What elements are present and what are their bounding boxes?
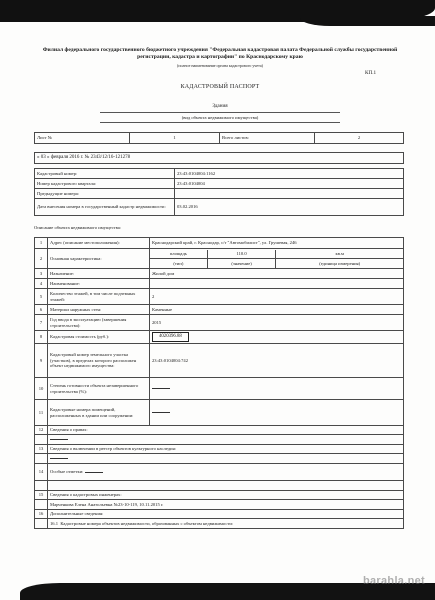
completion-degree-value — [150, 378, 404, 400]
row-number — [35, 519, 48, 529]
address-value: Краснодарский край, г. Краснодар, с/т "Автомобилист", ул. Грушевая, 246 — [150, 238, 404, 249]
purpose-value: Жилой дом — [150, 269, 404, 279]
additional-info-item — [48, 519, 404, 529]
row-number: 13 — [35, 445, 48, 454]
engineers-value: Марченкова Елена Анатольевна №23-10-119, 10.11.2015 г. — [48, 500, 404, 510]
row-number: 8 — [35, 331, 48, 344]
row-number: 4 — [35, 279, 48, 289]
row-number — [35, 500, 48, 510]
cadastral-quarter-label: Номер кадастрового квартала: — [35, 179, 175, 189]
form-code: КП.1 — [365, 70, 377, 76]
row-number — [35, 481, 48, 491]
special-marks-label: Особые отметки: — [50, 469, 84, 475]
row-number: 14 — [35, 464, 48, 481]
additional-item-number: 16.1 — [50, 520, 59, 526]
row-number: 16 — [35, 510, 48, 519]
row-number: 1 — [35, 238, 48, 249]
organization-note: (полное наименование органа кадастрового учета) — [176, 63, 264, 68]
organization-name: Филиал федерального государственного бюджетного учреждения "Федеральная кадастровая палата Федеральной службы государственной регистрации, кадастра и картографии" по Краснодарскому краю — [42, 47, 398, 61]
row-number: 15 — [35, 491, 48, 500]
additional-item-label: Кадастровые номера объектов недвижимости, образованных с объектом недвижимости: — [60, 520, 234, 526]
characteristic-unit-caption: (единица измерения) — [276, 259, 403, 268]
document-title: КАДАСТРОВЫЙ ПАСПОРТ — [180, 84, 260, 90]
special-marks-extra — [48, 481, 404, 491]
cadastral-value-box: 4020396.88 — [152, 332, 189, 341]
row-number: 7 — [35, 315, 48, 331]
description-section-label: Описание объекта недвижимого имущества: — [34, 225, 122, 230]
sheet-number: 1 — [130, 133, 220, 144]
additional-info-label: Дополнительные сведения: — [48, 510, 404, 519]
description-table — [34, 237, 404, 529]
premises-numbers-label: Кадастровые номера помещений, расположенных в здании или сооружении: — [48, 400, 150, 426]
object-type-note-rule — [100, 122, 340, 123]
cadastral-number-label: Кадастровый номер: — [35, 169, 175, 179]
empty-value-dash — [50, 458, 68, 459]
premises-numbers-value — [150, 400, 404, 426]
watermark-text: barahla.net — [363, 575, 425, 587]
heritage-label: Сведения о включении в реестр объектов культурного наследия: — [48, 445, 404, 454]
characteristic-value-caption: (значение) — [207, 259, 276, 268]
rights-info-label: Сведения о правах: — [48, 426, 404, 435]
empty-value-dash — [152, 412, 170, 413]
row-number: 12 — [35, 426, 48, 435]
object-type: Здания — [212, 103, 228, 109]
floors-label: Количество этажей, в том числе подземных этажей: — [48, 289, 150, 305]
entry-date-value: 03.02.2016 — [175, 199, 404, 216]
main-characteristic-label: Основная характеристика: — [48, 249, 150, 269]
row-number: 2 — [35, 249, 48, 269]
previous-numbers-value — [175, 189, 404, 199]
rights-info-value — [48, 435, 404, 445]
sheet-info-table — [34, 132, 404, 144]
cadastral-value-cell — [150, 331, 404, 344]
address-label: Адрес (описание местоположения): — [48, 238, 150, 249]
previous-numbers-label: Предыдущие номера: — [35, 189, 175, 199]
redaction-bar-top-right — [300, 16, 435, 26]
wall-material-value: Каменные — [150, 305, 404, 315]
passport-date-number: « 03 » февраля 2016 г. № 2343/12/16-121278 — [35, 153, 404, 164]
characteristic-grid — [150, 250, 403, 268]
cadastral-quarter-value: 23:43:0104004 — [175, 179, 404, 189]
land-plot-value: 23:43:0104004:742 — [150, 344, 404, 378]
row-number — [35, 435, 48, 445]
year-built-value: 2015 — [150, 315, 404, 331]
empty-value-dash — [152, 388, 170, 389]
heritage-value — [48, 454, 404, 464]
entry-date-label: Дата внесения номера в государственный кадастр недвижимости: — [35, 199, 175, 216]
row-number — [35, 454, 48, 464]
identifiers-table — [34, 168, 404, 216]
row-number: 9 — [35, 344, 48, 378]
floors-value: 2 — [150, 289, 404, 305]
row-number: 10 — [35, 378, 48, 400]
characteristic-type-caption: (тип) — [150, 259, 207, 268]
sheet-label: Лист № — [35, 133, 130, 144]
date-number-table — [34, 152, 404, 164]
name-value — [150, 279, 404, 289]
object-type-note: (вид объекта недвижимого имущества) — [181, 115, 259, 120]
row-number: 11 — [35, 400, 48, 426]
object-type-rule — [100, 112, 340, 113]
engineers-label: Сведения о кадастровых инженерах: — [48, 491, 404, 500]
main-characteristic-value — [150, 249, 404, 269]
completion-degree-label: Степень готовности объекта незавершенного строительства (%): — [48, 378, 150, 400]
sheet-total-label: Всего листов: — [220, 133, 315, 144]
year-built-label: Год ввода в эксплуатацию (завершения строительства): — [48, 315, 150, 331]
special-marks-cell — [48, 464, 404, 481]
cadastral-value-label: Кадастровая стоимость (руб.): — [48, 331, 150, 344]
row-number: 6 — [35, 305, 48, 315]
empty-value-dash — [50, 439, 68, 440]
purpose-label: Назначение: — [48, 269, 150, 279]
empty-value-dash — [85, 472, 103, 473]
row-number: 5 — [35, 289, 48, 305]
row-number: 3 — [35, 269, 48, 279]
wall-material-label: Материал наружных стен: — [48, 305, 150, 315]
name-label: Наименование: — [48, 279, 150, 289]
land-plot-label: Кадастровый номер земельного участка (участков), в пределах которого расположен объект недвижимого имущества: — [48, 344, 150, 378]
characteristic-value: 110.0 — [207, 250, 276, 259]
characteristic-type: площадь — [169, 251, 187, 257]
cadastral-number-value: 23:43:0104004:1162 — [175, 169, 404, 179]
sheet-total-value: 2 — [315, 133, 404, 144]
characteristic-unit: кв.м — [276, 250, 403, 259]
